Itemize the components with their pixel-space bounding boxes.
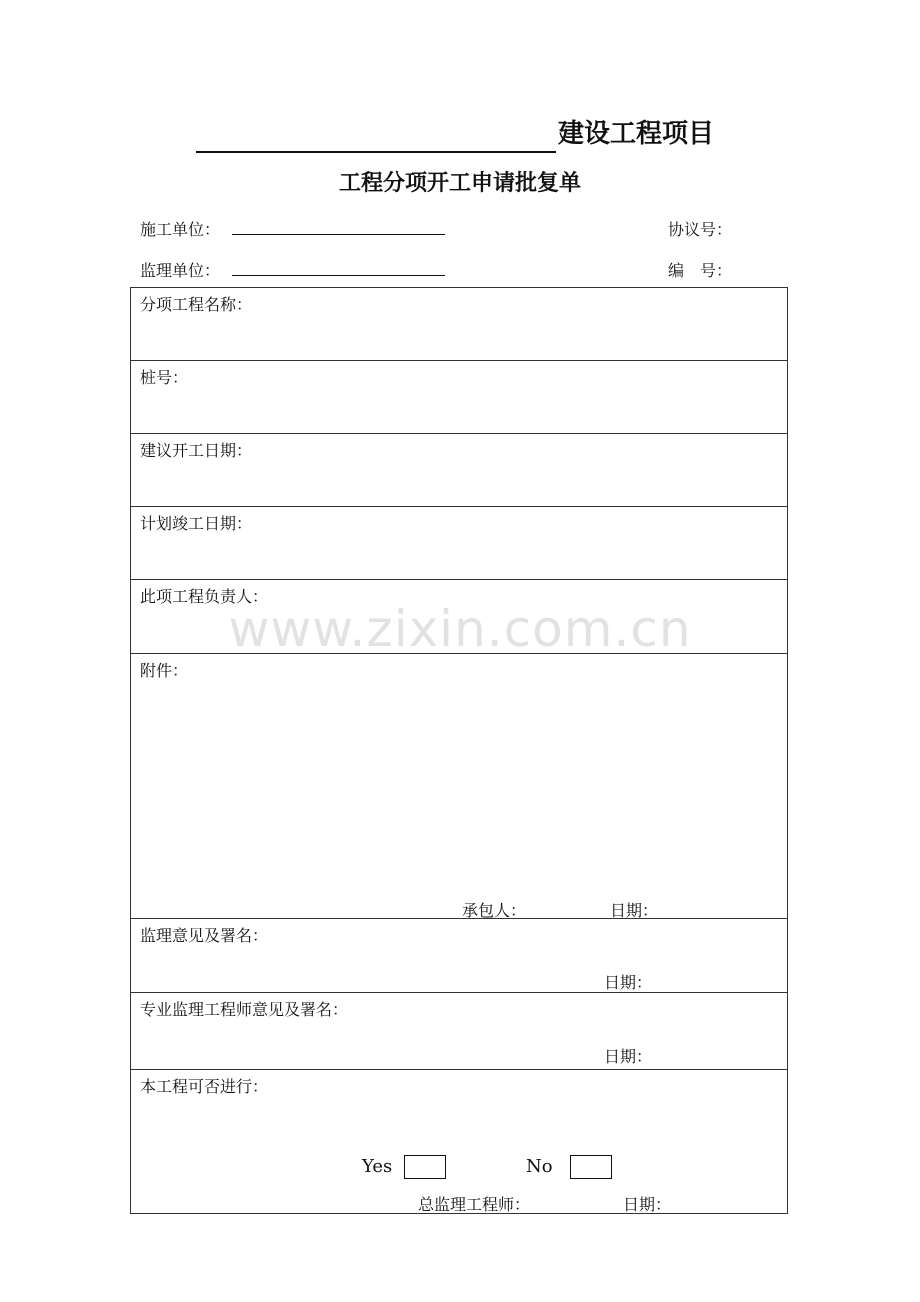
station-label: 桩号： xyxy=(140,368,189,387)
chief-engineer-label: 总监理工程师： xyxy=(418,1195,531,1214)
yes-label: Yes xyxy=(362,1156,393,1177)
proceed-label: 本工程可否进行： xyxy=(140,1077,269,1096)
project-title-suffix: 建设工程项目 xyxy=(558,119,715,149)
no-label: No xyxy=(526,1156,553,1177)
supervision-date-label: 日期： xyxy=(604,973,653,992)
row-proposed-start[interactable] xyxy=(131,434,787,507)
row-attachments[interactable] xyxy=(131,654,787,919)
application-form-table xyxy=(130,287,788,1214)
contractor-label: 施工单位： xyxy=(140,220,221,239)
planned-completion-label: 计划竣工日期： xyxy=(140,514,253,533)
row-item-name[interactable] xyxy=(131,288,787,361)
contractor-date-label: 日期： xyxy=(610,901,659,920)
row-specialist-opinion[interactable] xyxy=(131,993,787,1070)
yes-checkbox[interactable] xyxy=(404,1155,446,1179)
proposed-start-label: 建议开工日期： xyxy=(140,441,253,460)
contractor-field[interactable] xyxy=(232,234,445,235)
supervisor-label: 监理单位： xyxy=(140,261,221,280)
specialist-date-label: 日期： xyxy=(604,1047,653,1066)
serial-number-label: 编 号： xyxy=(668,261,733,280)
item-name-label: 分项工程名称： xyxy=(140,295,253,314)
form-title: 工程分项开工申请批复单 xyxy=(338,171,581,196)
row-planned-completion[interactable] xyxy=(131,507,787,580)
row-station[interactable] xyxy=(131,361,787,434)
row-proceed-decision xyxy=(131,1070,787,1213)
supervision-opinion-label: 监理意见及署名： xyxy=(140,926,269,945)
person-in-charge-label: 此项工程负责人： xyxy=(140,587,269,606)
specialist-opinion-label: 专业监理工程师意见及署名： xyxy=(140,1000,349,1019)
row-supervision-opinion[interactable] xyxy=(131,919,787,993)
attachments-label: 附件： xyxy=(140,661,189,680)
agreement-number-label: 协议号： xyxy=(668,220,733,239)
contractor-sign-label: 承包人： xyxy=(462,901,527,920)
supervisor-field[interactable] xyxy=(232,275,445,276)
no-checkbox[interactable] xyxy=(570,1155,612,1179)
watermark: www.zixin.com.cn xyxy=(228,600,692,658)
project-name-blank[interactable] xyxy=(196,151,556,153)
row-person-in-charge[interactable] xyxy=(131,580,787,654)
chief-engineer-date-label: 日期： xyxy=(623,1195,672,1214)
